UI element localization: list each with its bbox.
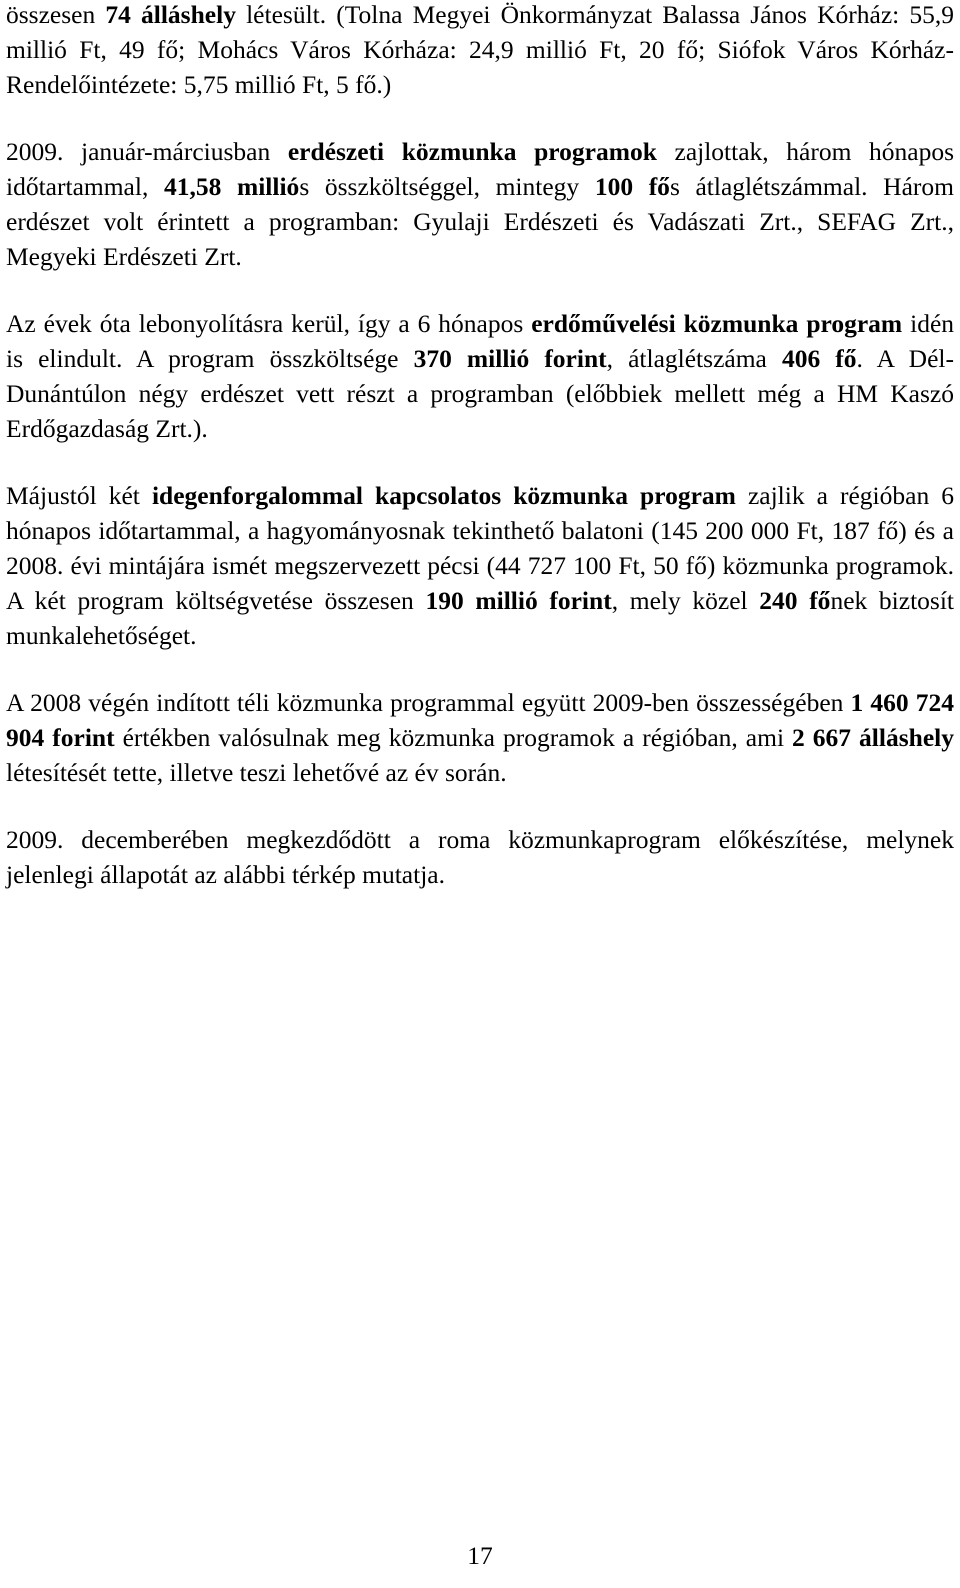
text-segment: zajlik a régióban 6 hónapos időtartammal, a hagyományosnak tekinthető balatoni (145 200 000 Ft, 187 fő) és a 2008. évi mintájára ismét megszervezett pécsi (44 727 100 Ft, 50 fő) közmunka programok. A két program költségvetése összesen xyxy=(6,481,955,615)
text-segment: s átlaglétszámmal. Három erdészet volt érintett a programban: Gyulaji Erdészeti és Vadászati Zrt., SEFAG Zrt., Megyeki Erdészeti Zrt. xyxy=(6,172,954,271)
bold-text-segment: 2 667 álláshely xyxy=(792,723,954,752)
text-segment: , mely közel xyxy=(611,586,760,615)
bold-text-segment: erdőművelési közmunka program xyxy=(531,309,903,338)
bold-text-segment: idegenforgalommal kapcsolatos közmunka program xyxy=(151,481,736,510)
document-body xyxy=(6,0,954,924)
page-number: 17 xyxy=(467,1541,493,1570)
bold-text-segment: 190 millió forint xyxy=(425,586,612,615)
text-segment: 2009. január-márciusban xyxy=(6,137,288,166)
bold-text-segment: 41,58 millió xyxy=(163,172,300,201)
paragraph-hospital-jobs xyxy=(6,0,954,102)
paragraph-yearly-total xyxy=(6,685,954,790)
paragraph-afforestation-program xyxy=(6,306,954,446)
bold-text-segment: 1 460 724 904 forint xyxy=(6,688,955,752)
bold-text-segment: 370 millió forint xyxy=(413,344,607,373)
text-segment: létesítését tette, illetve teszi lehetővé az év során. xyxy=(6,758,507,787)
bold-text-segment: erdészeti közmunka programok xyxy=(287,137,657,166)
text-segment: zajlottak, három hónapos időtartammal, xyxy=(6,137,955,201)
text-segment: 2009. decemberében megkezdődött a roma közmunkaprogram előkészítése, melynek jelenlegi állapotát az alábbi térkép mutatja. xyxy=(6,825,954,889)
text-segment: Májustól két xyxy=(6,481,152,510)
text-segment: . A Dél-Dunántúlon négy erdészet vett részt a programban (előbbiek mellett még a HM Kaszó Erdőgazdaság Zrt.). xyxy=(6,344,954,443)
text-segment: értékben valósulnak meg közmunka programok a régióban, ami xyxy=(114,723,793,752)
text-segment: Az évek óta lebonyolításra kerül, így a 6 hónapos xyxy=(6,309,532,338)
bold-text-segment: 74 álláshely xyxy=(105,0,236,29)
text-segment: idén is elindult. A program összköltsége xyxy=(6,309,955,373)
paragraph-roma-program xyxy=(6,822,954,892)
bold-text-segment: 100 fő xyxy=(594,172,670,201)
paragraph-forestry-public-work xyxy=(6,134,954,274)
text-segment: összesen xyxy=(6,0,106,29)
text-segment: nek biztosít munkalehetőséget. xyxy=(6,586,954,650)
text-segment: létesült. (Tolna Megyei Önkormányzat Balassa János Kórház: 55,9 millió Ft, 49 fő; Mohács Város Kórháza: 24,9 millió Ft, 20 fő; Siófok Város Kórház-Rendelőintézete: 5,75 millió Ft, 5 fő.) xyxy=(6,0,955,99)
text-segment: s összköltséggel, mintegy xyxy=(299,172,595,201)
paragraph-tourism-program xyxy=(6,478,954,653)
bold-text-segment: 240 fő xyxy=(759,586,831,615)
bold-text-segment: 406 fő xyxy=(781,344,857,373)
text-segment: , átlaglétszáma xyxy=(606,344,782,373)
text-segment: A 2008 végén indított téli közmunka programmal együtt 2009-ben összességében xyxy=(6,688,851,717)
